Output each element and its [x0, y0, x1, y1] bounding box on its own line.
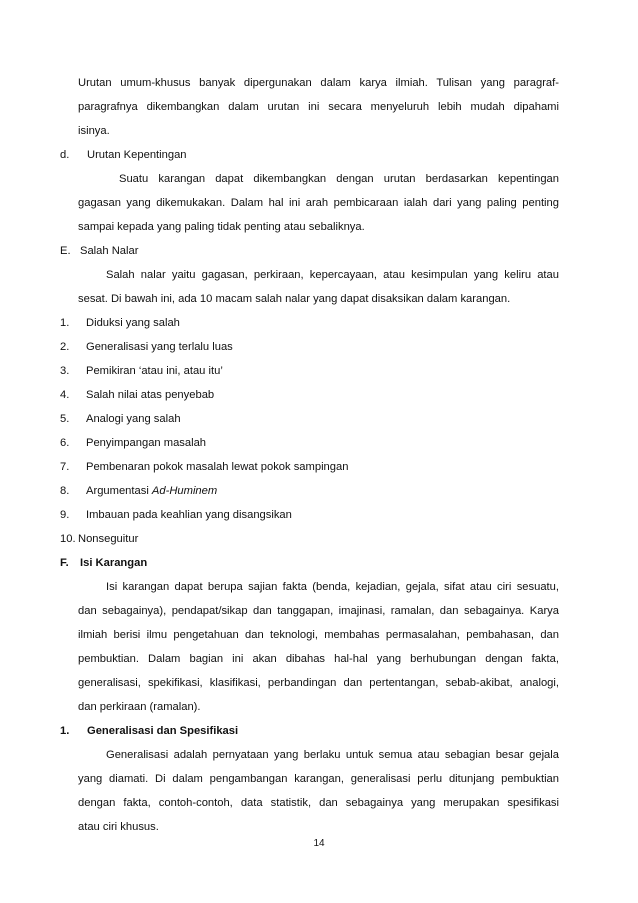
- list-item-number: 10.: [60, 533, 76, 545]
- section-d-line-2: gagasan yang dikemukakan. Dalam hal ini arah pembicaraan ialah dari yang paling penting: [78, 197, 559, 209]
- list-item-number: 3.: [60, 365, 70, 377]
- section-1-title: Generalisasi dan Spesifikasi: [87, 725, 239, 737]
- section-d-marker: d.: [60, 149, 70, 161]
- section-f-line-2: dan sebagainya), pendapat/sikap dan tanggapan, imajinasi, ramalan, dan sebagainya. Karya: [78, 605, 559, 617]
- list-item: Diduksi yang salah: [86, 317, 180, 329]
- section-d-line-3: sampai kepada yang paling tidak penting atau sebaliknya.: [78, 221, 365, 233]
- section-e-line-2: sesat. Di bawah ini, ada 10 macam salah nalar yang dapat disaksikan dalam karangan.: [78, 293, 511, 305]
- section-1-line-4: atau ciri khusus.: [78, 821, 159, 833]
- list-item: Penyimpangan masalah: [86, 437, 207, 449]
- list-item: Generalisasi yang terlalu luas: [86, 341, 233, 353]
- list-item: Salah nilai atas penyebab: [86, 389, 215, 401]
- list-item-number: 4.: [60, 389, 70, 401]
- section-e-line-1: Salah nalar yaitu gagasan, perkiraan, kepercayaan, atau kesimpulan yang keliru atau: [106, 269, 559, 281]
- intro-line-3: isinya.: [78, 125, 110, 137]
- section-1-line-3: dengan fakta, contoh-contoh, data statistik, dan sebagainya yang merupakan spesifikasi: [78, 797, 559, 809]
- section-f-marker: F.: [60, 557, 69, 569]
- section-1-marker: 1.: [60, 725, 70, 737]
- intro-line-1: Urutan umum-khusus banyak dipergunakan dalam karya ilmiah. Tulisan yang paragraf-: [78, 77, 559, 89]
- list-item: [86, 484, 217, 498]
- list-item-number: 2.: [60, 341, 70, 353]
- section-1-line-1: Generalisasi adalah pernyataan yang berlaku untuk semua atau sebagian besar gejala: [106, 749, 559, 761]
- list-item-number: 6.: [60, 437, 70, 449]
- list-item: Imbauan pada keahlian yang disangsikan: [86, 509, 292, 521]
- section-d-title: Urutan Kepentingan: [87, 149, 187, 161]
- list-item-number: 8.: [60, 485, 70, 497]
- section-f-line-1: Isi karangan dapat berupa sajian fakta (benda, kejadian, gejala, sifat atau ciri sesuatu,: [106, 581, 559, 593]
- intro-line-2: paragrafnya dikembangkan dalam urutan ini secara menyeluruh lebih mudah dipahami: [78, 101, 559, 113]
- list-item-text: Argumentasi: [86, 485, 152, 497]
- section-d-line-1: Suatu karangan dapat dikembangkan dengan urutan berdasarkan kepentingan: [119, 173, 559, 185]
- section-1-line-2: yang diamati. Di dalam pengambangan karangan, generalisasi perlu ditunjang pembuktian: [78, 773, 559, 785]
- list-item: Pembenaran pokok masalah lewat pokok sampingan: [86, 461, 349, 473]
- list-item-number: 1.: [60, 317, 70, 329]
- section-e-title: Salah Nalar: [80, 245, 139, 257]
- list-item-number: 7.: [60, 461, 70, 473]
- section-f-title: Isi Karangan: [80, 557, 148, 569]
- section-f-line-4: pembuktian. Dalam bagian ini akan dibahas hal-hal yang berhubungan dengan fakta,: [78, 653, 559, 665]
- list-item-number: 9.: [60, 509, 70, 521]
- list-item: Pemikiran ‘atau ini, atau itu’: [86, 365, 223, 377]
- list-item-italic-term: Ad-Huminem: [151, 485, 218, 497]
- section-f-line-5: generalisasi, spekifikasi, klasifikasi, perbandingan dan pertentangan, sebab-akibat, analogi,: [78, 677, 559, 689]
- section-f-line-3: ilmiah berisi ilmu pengetahuan dan teknologi, membahas permasalahan, pembahasan, dan: [78, 629, 559, 641]
- list-item-number: 5.: [60, 413, 70, 425]
- page-number: 14: [313, 838, 325, 849]
- section-e-marker: E.: [60, 245, 71, 257]
- list-item: Nonseguitur: [78, 533, 139, 545]
- section-f-line-6: dan perkiraan (ramalan).: [78, 701, 201, 713]
- list-item: Analogi yang salah: [86, 413, 181, 425]
